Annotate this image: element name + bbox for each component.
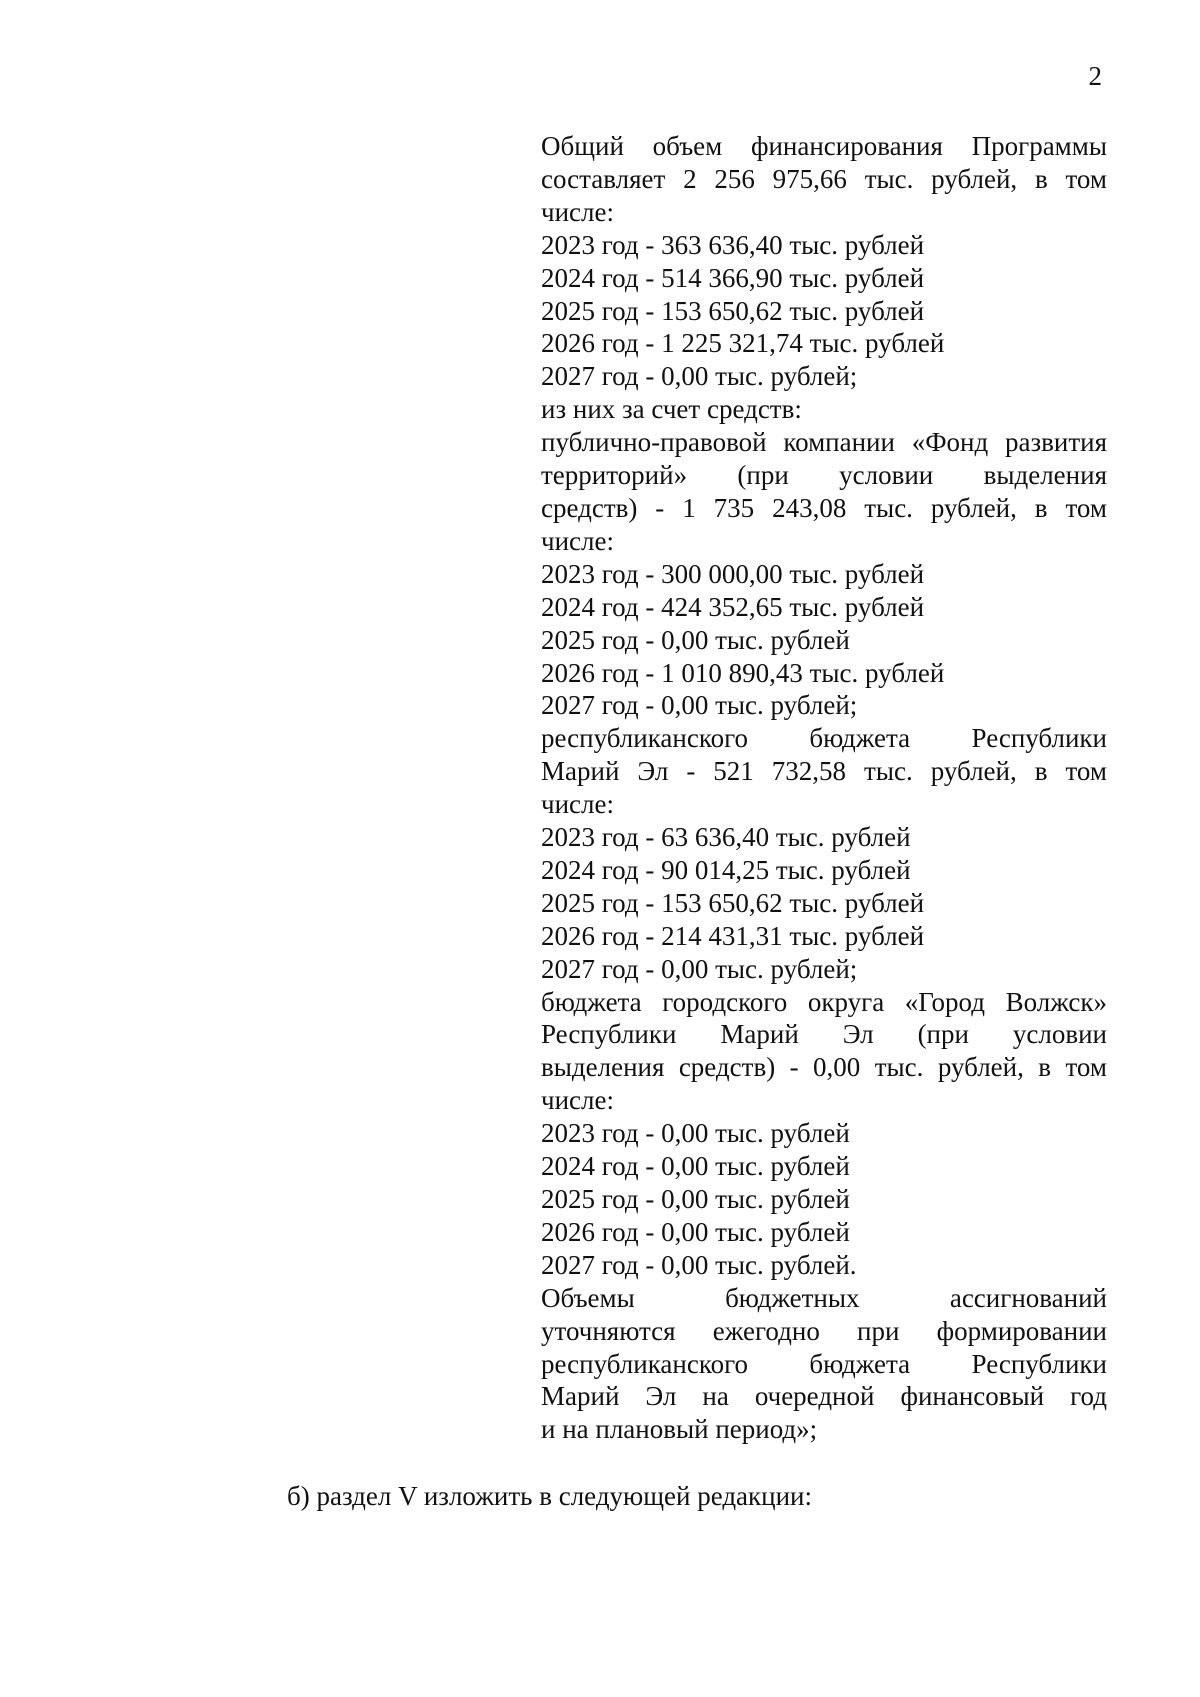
fund-year-line: 2026 год - 1 010 890,43 тыс. рублей [541, 657, 945, 688]
closing-line-3: республиканского бюджета Республики [541, 1348, 1107, 1379]
sources-intro: из них за счет средств: [541, 394, 802, 425]
fund-line-1: публично-правовой компании «Фонд развития [541, 427, 1107, 458]
total-year-line: 2026 год - 1 225 321,74 тыс. рублей [541, 328, 945, 359]
total-year-line: 2024 год - 514 366,90 тыс. рублей [541, 262, 925, 293]
republic-line-1: республиканского бюджета Республики [541, 723, 1107, 754]
fund-year-line: 2025 год - 0,00 тыс. рублей [541, 624, 850, 655]
fund-year-line: 2024 год - 424 352,65 тыс. рублей [541, 591, 925, 622]
total-year-line: 2023 год - 363 636,40 тыс. рублей [541, 229, 925, 260]
total-line-1: Общий объем финансирования Программы [541, 131, 1107, 161]
republic-year-line: 2026 год - 214 431,31 тыс. рублей [541, 920, 925, 951]
fund-line-2: территорий» (при условии выделения [541, 460, 1107, 491]
fund-year-line: 2023 год - 300 000,00 тыс. рублей [541, 558, 925, 589]
fund-year-line: 2027 год - 0,00 тыс. рублей; [541, 690, 858, 721]
closing-line-2: уточняются ежегодно при формировании [541, 1315, 1107, 1346]
republic-line-2: Марий Эл - 521 732,58 тыс. рублей, в том [541, 756, 1107, 787]
city-year-line: 2023 год - 0,00 тыс. рублей [541, 1118, 850, 1149]
city-line-3: выделения средств) - 0,00 тыс. рублей, в том [541, 1052, 1107, 1083]
closing-line-1: Объемы бюджетных ассигнований [541, 1282, 1107, 1313]
total-year-line: 2025 год - 153 650,62 тыс. рублей [541, 295, 925, 326]
total-year-line: 2027 год - 0,00 тыс. рублей; [541, 361, 858, 392]
closing-line-4: Марий Эл на очередной финансовый год [541, 1381, 1107, 1412]
closing-line-5: и на плановый период»; [541, 1414, 818, 1445]
republic-year-line: 2027 год - 0,00 тыс. рублей; [541, 953, 858, 984]
city-year-line: 2027 год - 0,00 тыс. рублей. [541, 1249, 857, 1280]
page-number: 2 [1088, 61, 1102, 91]
republic-year-line: 2025 год - 153 650,62 тыс. рублей [541, 887, 925, 918]
total-line-2: составляет 2 256 975,66 тыс. рублей, в том [541, 163, 1107, 194]
financing-text-block [541, 130, 1107, 1446]
city-year-line: 2024 год - 0,00 тыс. рублей [541, 1151, 850, 1182]
section-v-instruction: б) раздел V изложить в следующей редакции: [287, 1481, 813, 1511]
city-line-2: Республики Марий Эл (при условии [541, 1019, 1107, 1050]
fund-line-4: числе: [541, 525, 614, 556]
city-line-1: бюджета городского округа «Город Волжск» [541, 986, 1107, 1017]
republic-line-3: числе: [541, 789, 614, 820]
city-line-4: числе: [541, 1085, 614, 1116]
city-year-line: 2026 год - 0,00 тыс. рублей [541, 1216, 850, 1247]
fund-line-3: средств) - 1 735 243,08 тыс. рублей, в том [541, 492, 1107, 523]
republic-year-line: 2024 год - 90 014,25 тыс. рублей [541, 854, 911, 885]
republic-year-line: 2023 год - 63 636,40 тыс. рублей [541, 822, 911, 853]
total-line-3: числе: [541, 196, 614, 227]
city-year-line: 2025 год - 0,00 тыс. рублей [541, 1184, 850, 1214]
